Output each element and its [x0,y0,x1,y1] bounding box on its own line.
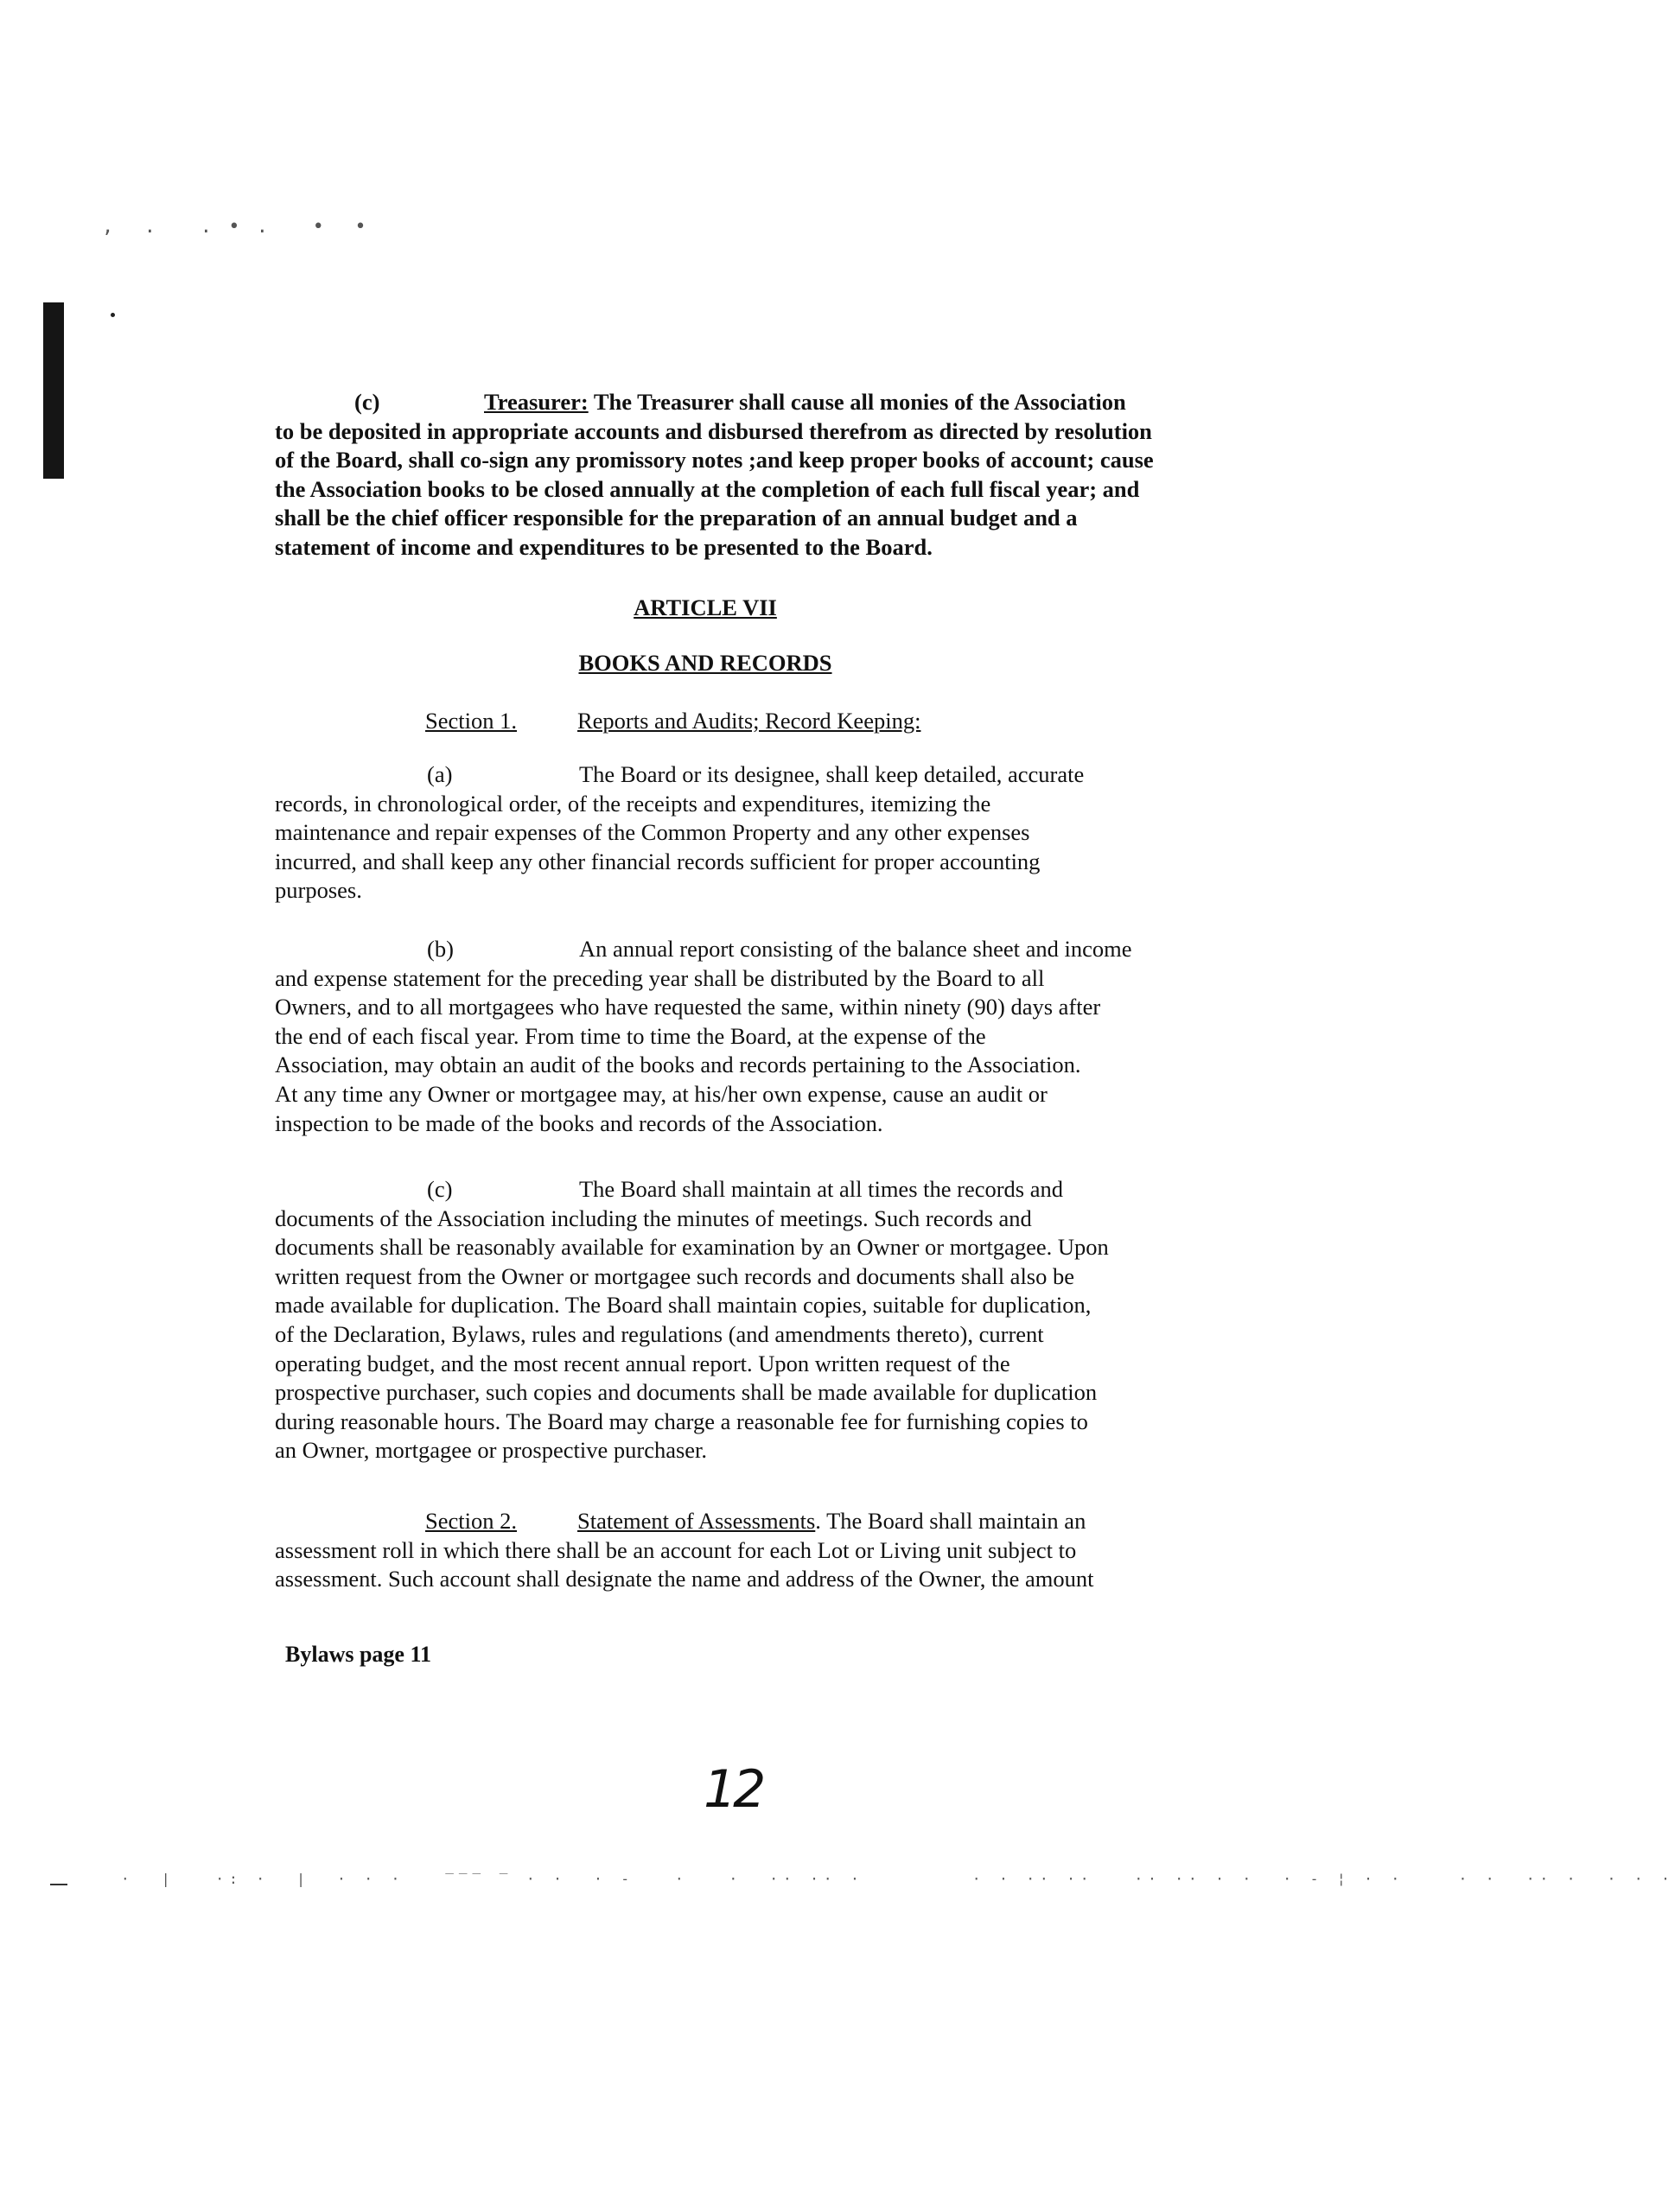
paragraph-c-line: operating budget, and the most recent annual report. Upon written request of the [275,1350,1010,1376]
paragraph-c-first-line [275,1175,1191,1205]
paragraph-c-line: prospective purchaser, such copies and documents shall be made available for duplication [275,1379,1098,1406]
page-footer: Bylaws page 11 [285,1642,432,1667]
article-title: BOOKS AND RECORDS [578,650,832,676]
treasurer-line: the Association books to be closed annually at the completion of each full fiscal year; and [275,475,1140,502]
paragraph-c-line: documents of the Association including the minutes of meetings. Such records and [275,1205,1032,1231]
treasurer-line: shall be the chief officer responsible for the preparation of an annual budget and a [275,505,1078,531]
paragraph-b [275,935,1191,1138]
paragraph-b-first-line-text: An annual report consisting of the balance sheet and income [579,936,1132,962]
paragraph-b-first-line [275,935,1191,964]
scan-speck [111,313,115,317]
scan-bottom-noise: · | ·: · | · · · ‾‾‾ ‾ · · · - · · ·· ·· · · · ·· ·· ·· ·· · · · - ¦ · · · · ·· · · · · [121,1871,1675,1887]
paragraph-c-line: written request from the Owner or mortgagee such records and documents shall also be [275,1262,1075,1289]
treasurer-line: of the Board, shall co-sign any promissory notes ;and keep proper books of account; cause [275,447,1154,474]
treasurer-paragraph [275,388,1191,563]
paragraph-c-first-line-text: The Board shall maintain at all times the records and [579,1176,1064,1202]
treasurer-first-line [275,388,1191,417]
paragraph-b-line: Owners, and to all mortgagees who have requested the same, within ninety (90) days after [275,994,1101,1020]
paragraph-a-line: incurred, and shall keep any other financial records sufficient for proper accounting [275,848,1041,874]
paragraph-a-first-line-text: The Board or its designee, shall keep detailed, accurate [579,761,1085,787]
paragraph-c [275,1175,1191,1465]
section2-line: assessment roll in which there shall be an account for each Lot or Living unit subject to [275,1536,1077,1563]
treasurer-line: statement of income and expenditures to be presented to the Board. [275,533,933,560]
paragraph-a-first-line [275,760,1191,790]
section1-title-text: Reports and Audits; Record Keeping: [577,708,921,734]
paragraph-b-line: inspection to be made of the books and records of the Association. [275,1109,883,1136]
scan-margin-bar [43,302,64,479]
paragraph-c-line: of the Declaration, Bylaws, rules and regulations (and amendments thereto), current [275,1320,1044,1347]
section2-title: Statement of Assessments [577,1508,816,1534]
scan-edge-mark [50,1884,67,1885]
paragraph-c-label: (c) [427,1176,453,1202]
treasurer-label: (c) [354,389,380,415]
section1-label [425,708,517,734]
paragraph-b-line: and expense statement for the preceding year shall be distributed by the Board to all [275,964,1045,991]
paragraph-c-line: documents shall be reasonably available for examination by an Owner or mortgagee. Upon [275,1234,1109,1261]
section2-paragraph [275,1507,1191,1594]
treasurer-line: to be deposited in appropriate accounts and disbursed therefrom as directed by resolution [275,417,1152,444]
paragraph-b-label: (b) [427,936,454,962]
treasurer-title: Treasurer: [484,389,589,415]
scan-speckle-row: , . . • . • • [102,216,369,238]
section2-label: Section 2. [425,1508,517,1534]
section1-title [577,708,920,734]
paragraph-a-line: purposes. [275,877,362,904]
paragraph-a-label: (a) [427,761,453,787]
paragraph-c-line: an Owner, mortgagee or prospective purchaser. [275,1437,708,1464]
article-heading: ARTICLE VII [634,594,777,620]
paragraph-b-line: Association, may obtain an audit of the books and records pertaining to the Association. [275,1052,1081,1078]
treasurer-first-line-text: The Treasurer shall cause all monies of the Association [593,389,1126,415]
paragraph-b-line: the end of each fiscal year. From time to time the Board, at the expense of the [275,1022,986,1049]
section2-line: assessment. Such account shall designate the name and address of the Owner, the amount [275,1566,1094,1592]
section2-first-line [275,1507,1191,1536]
paragraph-c-line: during reasonable hours. The Board may charge a reasonable fee for furnishing copies to [275,1408,1088,1434]
paragraph-b-line: At any time any Owner or mortgagee may, at his/her own expense, cause an audit or [275,1080,1048,1107]
section2-first-line-text: . The Board shall maintain an [815,1508,1086,1534]
paragraph-a [275,760,1191,906]
paragraph-c-line: made available for duplication. The Board shall maintain copies, suitable for duplication, [275,1292,1092,1319]
section1-label-text: Section 1. [425,708,517,734]
paragraph-a-line: records, in chronological order, of the receipts and expenditures, itemizing the [275,790,991,817]
paragraph-a-line: maintenance and repair expenses of the Common Property and any other expenses [275,819,1030,846]
handwritten-page-number: 12 [704,1759,763,1820]
